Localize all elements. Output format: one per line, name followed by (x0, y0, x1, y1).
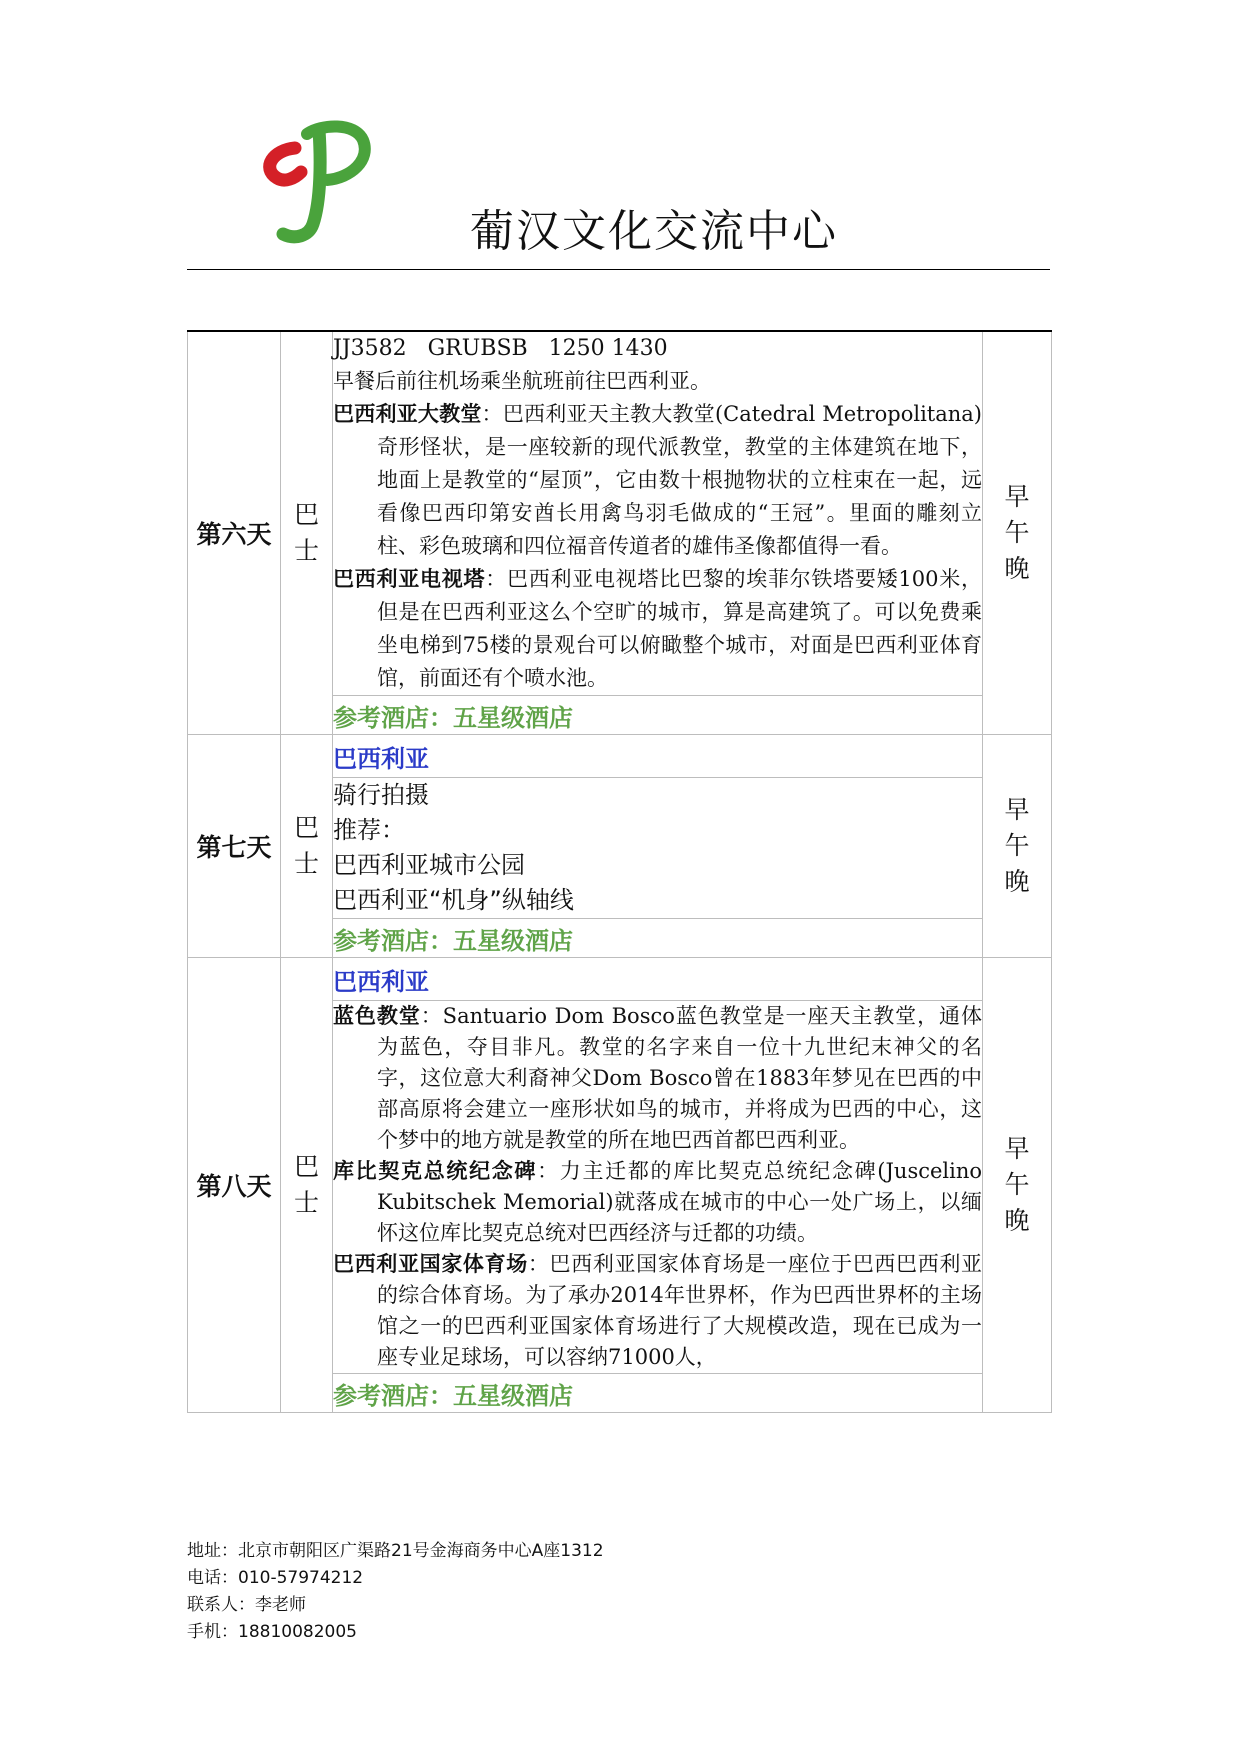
day-label: 第六天 (188, 331, 281, 735)
attraction-paragraph (333, 563, 982, 695)
attraction-paragraph (333, 398, 982, 563)
meals-label: 早 午 晚 (983, 331, 1052, 735)
table-row (188, 735, 1052, 778)
hotel-info: 参考酒店：五星级酒店 (333, 1374, 983, 1413)
attraction-desc: ：巴西利亚电视塔比巴黎的埃菲尔铁塔要矮100米，但是在巴西利亚这么个空旷的城市，算是高建筑了。可以免费乘坐电梯到75楼的景观台可以俯瞰整个城市，对面是巴西利亚体育馆，前面还有个喷水池。 (377, 567, 982, 690)
attraction-name: 库比契克总统纪念碑 (333, 1159, 538, 1183)
day-label: 第八天 (188, 958, 281, 1413)
city-name: 巴西利亚 (333, 958, 983, 1001)
attraction-paragraph (333, 1249, 982, 1373)
intro-text: 早餐后前往机场乘坐航班前往巴西利亚。 (333, 369, 711, 393)
attraction-desc: ：巴西利亚天主教大教堂(Catedral Metropolitana)奇形怪状，是一座较新的现代派教堂，教堂的主体建筑在地下，地面上是教堂的“屋顶”，它由数十根抛物状的立柱束在一起，远看像巴西印第安酋长用禽鸟羽毛做成的“王冠”。里面的雕刻立柱、彩色玻璃和四位福音传道者的雄伟圣像都值得一看。 (377, 402, 982, 558)
city-name: 巴西利亚 (333, 735, 983, 778)
detail-line: 巴西利亚城市公园 (333, 851, 525, 879)
attraction-desc: ：力主迁都的库比契克总统纪念碑(Juscelino Kubitschek Memorial)就落成在城市的中心一处广场上，以缅怀这位库比契克总统对巴西经济与迁都的功绩。 (377, 1159, 983, 1245)
day-details (333, 778, 983, 919)
header-divider (187, 269, 1050, 270)
table-row (188, 958, 1052, 1001)
attraction-desc: ：巴西利亚国家体育场是一座位于巴西巴西利亚的综合体育场。为了承办2014年世界杯，作为巴西世界杯的主场馆之一的巴西利亚国家体育场进行了大规模改造，现在已成为一座专业足球场，可以容纳71000人， (377, 1252, 983, 1369)
day-label: 第七天 (188, 735, 281, 958)
transport-label: 巴 士 (281, 958, 333, 1413)
meals-label: 早 午 晚 (983, 735, 1052, 958)
itinerary-table (187, 330, 1052, 1413)
attraction-name: 巴西利亚电视塔 (333, 567, 486, 591)
meals-label: 早 午 晚 (983, 958, 1052, 1413)
attraction-desc: ：Santuario Dom Bosco蓝色教堂是一座天主教堂，通体为蓝色，夺目非凡。教堂的名字来自一位十九世纪末神父的名字，这位意大利裔神父Dom Bosco曾在1883年梦见在巴西的中部高原将会建立一座形状如鸟的城市，并将成为巴西的中心，这个梦中的地方就是教堂的所在地巴西首都巴西利亚。 (377, 1004, 982, 1152)
day-details (333, 331, 983, 696)
contact-footer (187, 1538, 604, 1646)
attraction-paragraph (333, 1156, 982, 1249)
attraction-name: 巴西利亚国家体育场 (333, 1252, 528, 1276)
footer-phone: 电话：010-57974212 (187, 1568, 364, 1588)
attraction-name: 蓝色教堂 (333, 1004, 421, 1028)
table-row (188, 331, 1052, 696)
footer-address: 地址：北京市朝阳区广渠路21号金海商务中心A座1312 (187, 1541, 604, 1561)
flight-info: JJ3582 GRUBSB 1250 1430 (333, 336, 668, 361)
attraction-name: 巴西利亚大教堂 (333, 402, 482, 426)
attraction-paragraph (333, 1001, 982, 1156)
footer-contact: 联系人：李老师 (187, 1595, 306, 1615)
day-details (333, 1001, 983, 1374)
detail-line: 骑行拍摄 (333, 781, 429, 809)
hotel-info: 参考酒店：五星级酒店 (333, 696, 983, 735)
footer-mobile: 手机：18810082005 (187, 1622, 357, 1642)
transport-label: 巴 士 (281, 331, 333, 735)
logo-icon (255, 120, 375, 250)
org-title: 葡汉文化交流中心 (470, 206, 838, 257)
transport-label: 巴 士 (281, 735, 333, 958)
detail-line: 推荐： (333, 816, 405, 844)
hotel-info: 参考酒店：五星级酒店 (333, 919, 983, 958)
detail-line: 巴西利亚“机身”纵轴线 (333, 886, 574, 914)
